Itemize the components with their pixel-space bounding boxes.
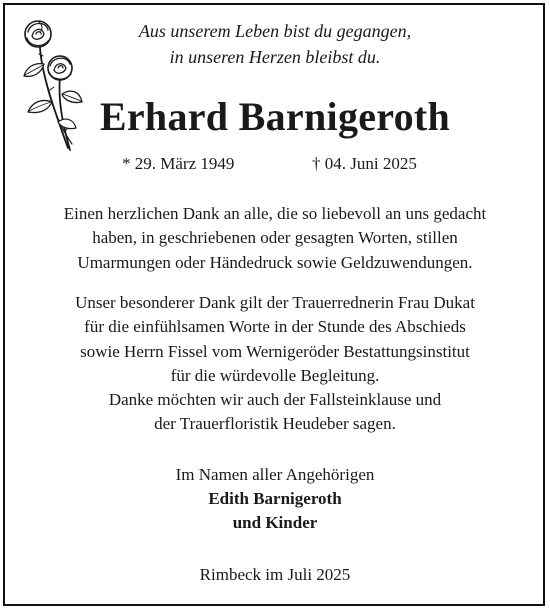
signature-family: und Kinder <box>232 513 318 532</box>
death-date: † 04. Juni 2025 <box>312 154 417 173</box>
thanks-paragraph-special <box>20 291 530 437</box>
text-line: Umarmungen oder Händedruck sowie Geldzuwendungen. <box>77 252 473 272</box>
text-line: für die einfühlsamen Worte in der Stunde des Abschieds <box>84 317 466 337</box>
text-line: der Trauerfloristik Heudeber sagen. <box>154 414 396 434</box>
signature-block <box>20 463 530 535</box>
text-line: Einen herzlichen Dank an alle, die so liebevoll an uns gedacht <box>63 204 487 223</box>
thanks-paragraph-general <box>20 202 530 275</box>
signature-name: Edith Barnigeroth <box>208 489 342 508</box>
text-line: haben, in geschriebenen oder gesagten Worten, stillen <box>92 228 458 248</box>
place-and-date: Rimbeck im Juli 2025 <box>199 565 351 584</box>
text-line: für die würdevolle Begleitung. <box>170 365 380 385</box>
text-line: Unser besonderer Dank gilt der Trauerrednerin Frau Dukat <box>75 293 475 312</box>
text-line: Danke möchten wir auch der Fallsteinklause und <box>108 390 442 410</box>
memorial-quote <box>100 18 450 70</box>
quote-line: in unseren Herzen bleibst du. <box>169 47 381 67</box>
quote-line: Aus unserem Leben bist du gegangen, <box>138 21 412 41</box>
birth-date: * 29. März 1949 <box>122 154 235 173</box>
signature-intro: Im Namen aller Angehörigen <box>175 465 375 484</box>
life-dates <box>0 152 550 176</box>
deceased-name: Erhard Barnigeroth <box>99 94 451 139</box>
text-line: sowie Herrn Fissel vom Wernigeröder Bestattungsinstitut <box>80 341 470 361</box>
